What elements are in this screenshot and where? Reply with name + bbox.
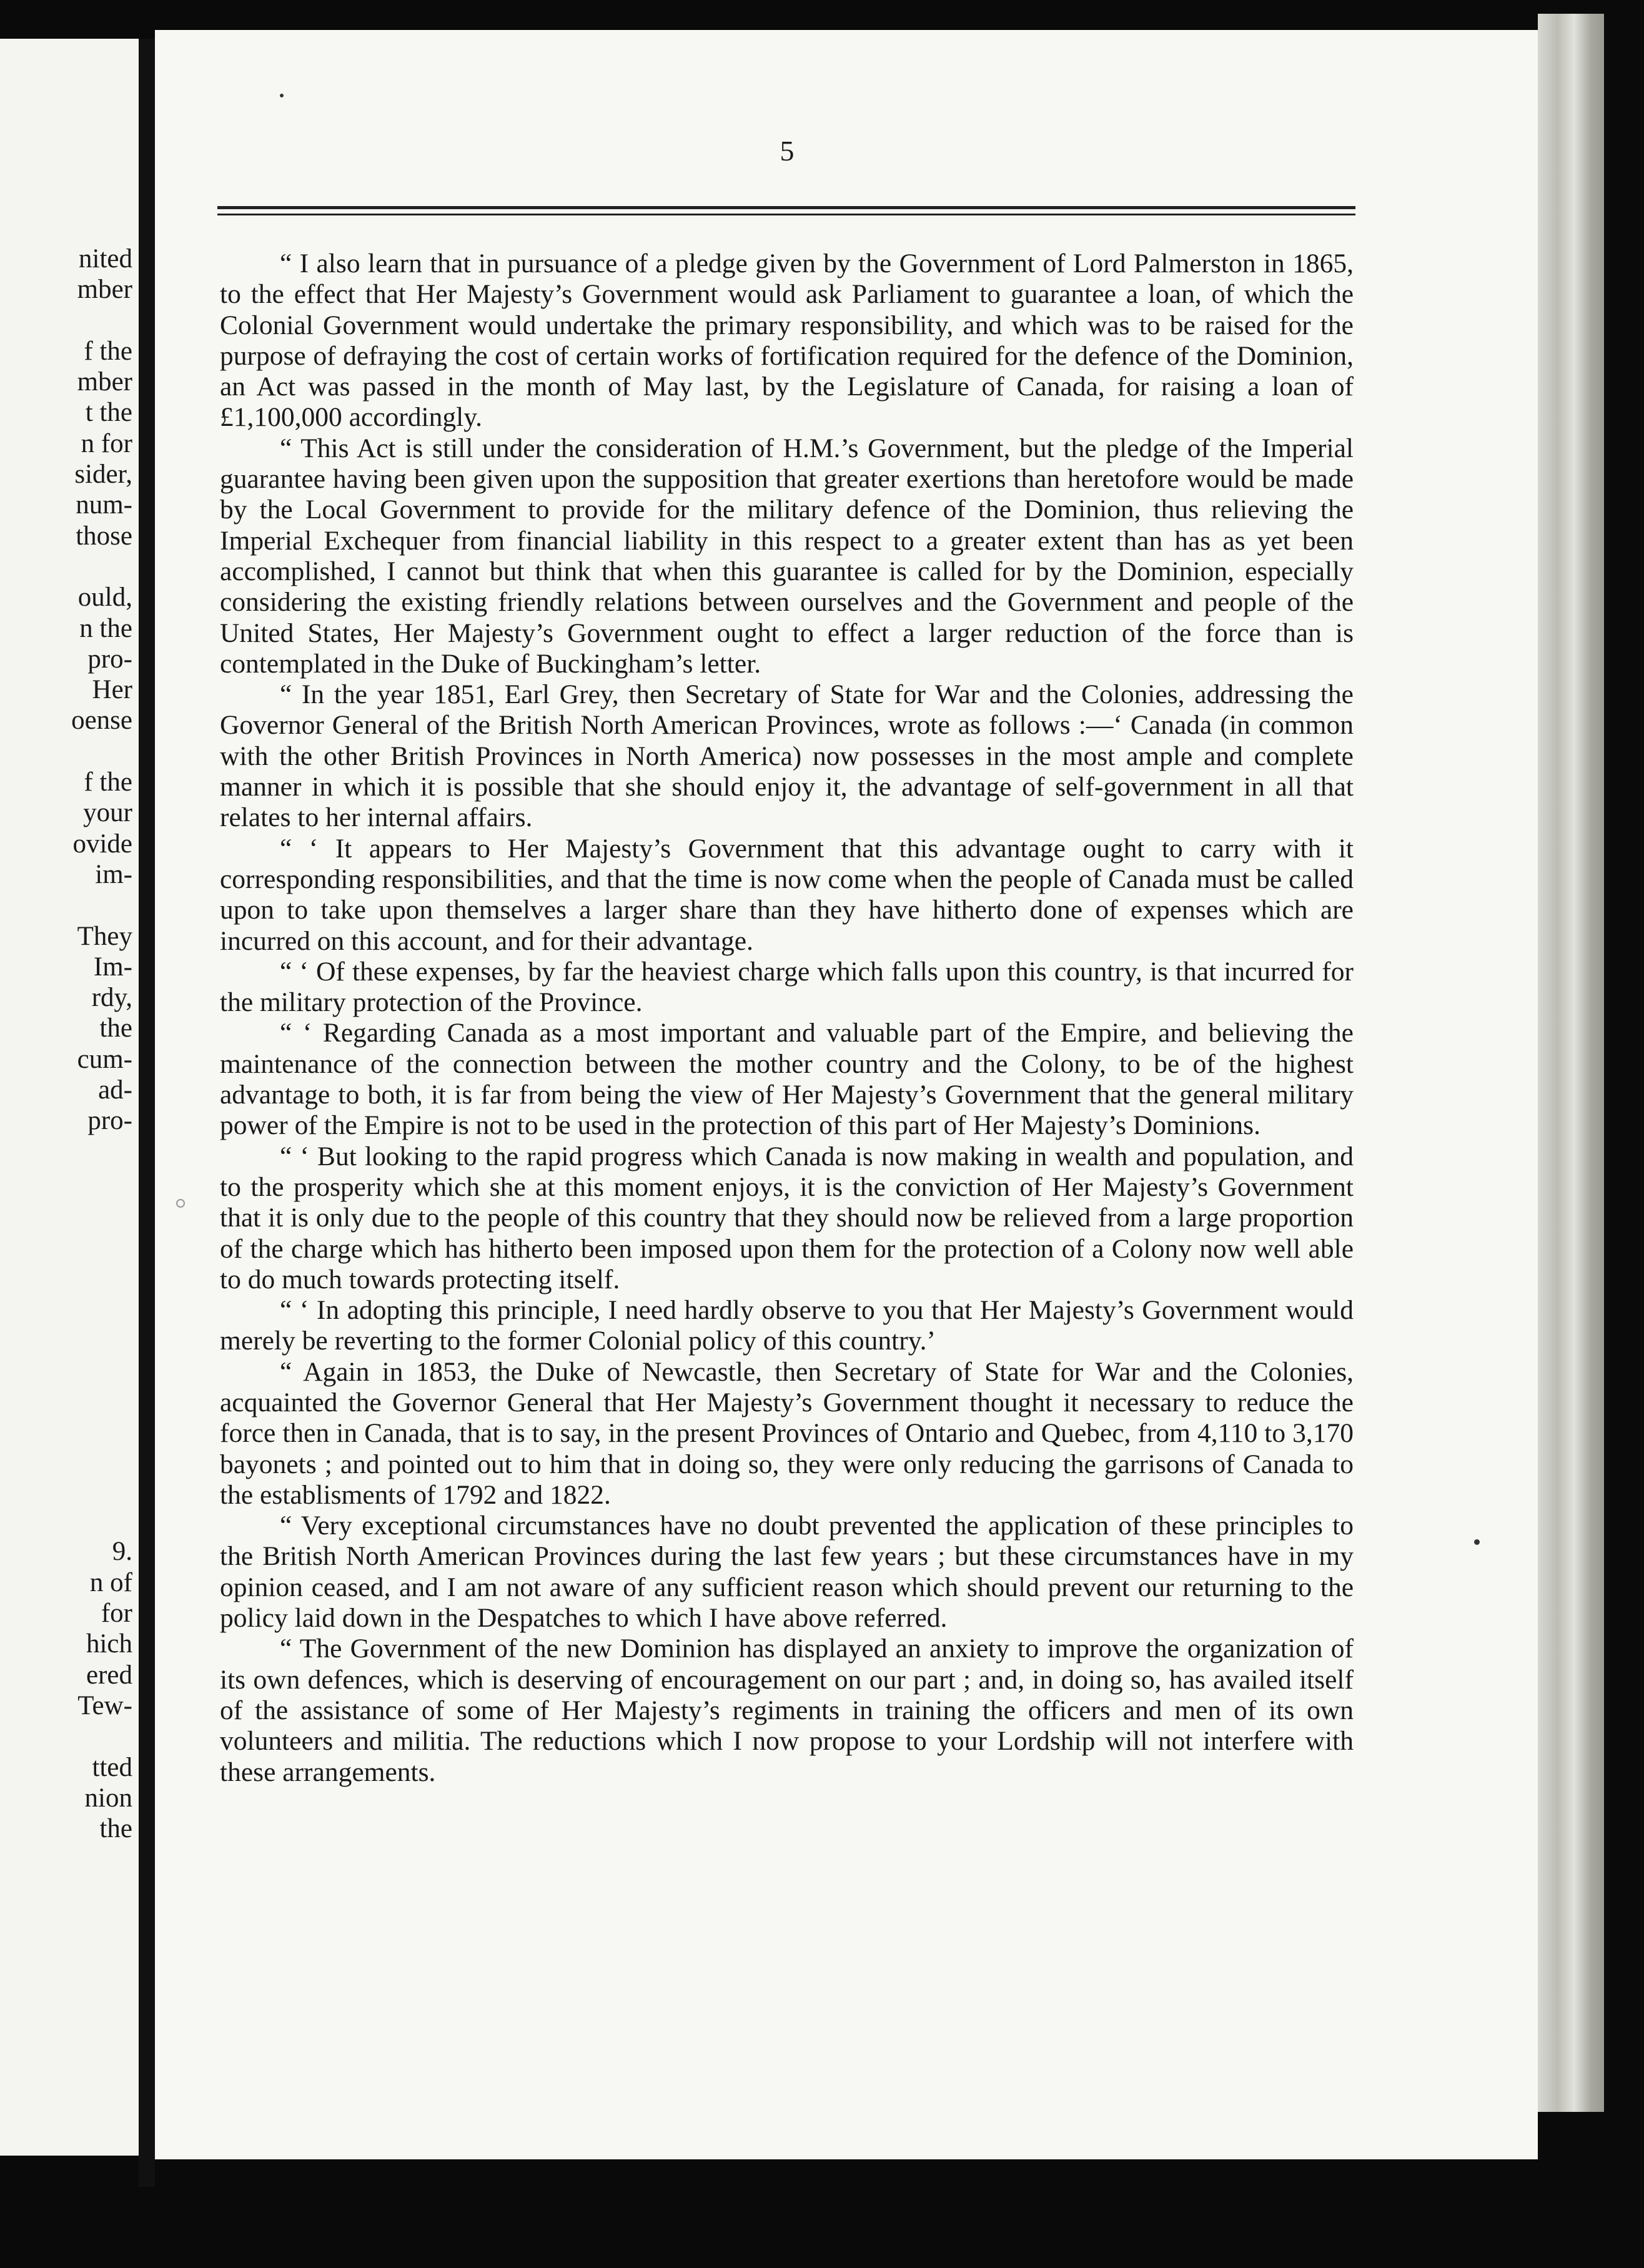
left-fragment-line: ered: [86, 1660, 132, 1690]
page-number: 5: [780, 135, 795, 167]
left-fragment-line: nited: [79, 244, 132, 274]
paper-speck: [1474, 1539, 1480, 1545]
left-fragment-line: mber: [77, 367, 132, 397]
left-fragment-line: oense: [71, 706, 132, 736]
left-fragment-line: 9.: [112, 1537, 132, 1567]
left-fragment-line: [0, 1475, 132, 1506]
letter-body: [220, 249, 1354, 1788]
left-fragment-line: [0, 1321, 132, 1351]
left-fragment-line: pro-: [87, 644, 132, 674]
left-fragment-line: They: [77, 921, 132, 951]
left-fragment-line: [0, 736, 132, 767]
left-fragment-line: cum-: [77, 1044, 132, 1074]
left-fragment-line: pro-: [87, 1106, 132, 1136]
left-fragment-line: ad-: [98, 1075, 132, 1105]
left-fragment-line: for: [101, 1599, 132, 1629]
page-stack-edge: [1538, 14, 1604, 2112]
header-rule-bottom: [217, 214, 1355, 215]
left-fragment-line: hich: [86, 1629, 132, 1659]
left-fragment-line: [0, 1352, 132, 1383]
left-fragment-line: Her: [92, 675, 132, 705]
left-fragment-line: [0, 1383, 132, 1413]
left-fragment-line: the: [99, 1814, 132, 1844]
paragraph: “ I also learn that in pursuance of a pledge given by the Government of Lord Palmerston in 1865, to the effect that Her Majesty’s Government would ask Parliament to guarantee a loan, of which the Colonial Government would undertake the primary responsibility, and which was to be raised for the purpose of defraying the cost of certain works of fortification required for the defence of the Dominion, an Act was passed in the month of May last, by the Legislature of Canada, for raising a loan of £1,100,000 accordingly.: [220, 249, 1354, 433]
paragraph: “ ‘ But looking to the rapid progress which Canada is now making in wealth and population, and to the prosperity which she at this moment enjoys, it is the conviction of Her Majesty’s Government that it is only due to the people of this country that they should now be relieved from a large proportion of the charge which has hitherto been imposed upon them for the protection of a Colony now well able to do much towards protecting itself.: [220, 1141, 1354, 1294]
left-fragment-line: nion: [84, 1783, 132, 1813]
paper-speck: [280, 94, 284, 97]
left-fragment-line: [0, 1444, 132, 1475]
left-fragment-line: [0, 890, 132, 920]
paragraph: “ This Act is still under the consideration of H.M.’s Government, but the pledge of the Imperial guarantee having been given upon the supposition that greater exertions than heretofore would be made by the Local Government to provide for the military defence of the Dominion, thus relieving the Imperial Exchequer from financial liability in this respect to a greater extent than has as yet been accomplished, I cannot but think that when this guarantee is called for by the Dominion, especially considering the existing friendly relations between ourselves and the Government and people of the United States, Her Majesty’s Government ought to effect a larger reduction of the force than is contemplated in the Duke of Buckingham’s letter.: [220, 433, 1354, 679]
left-fragment-line: tted: [92, 1752, 132, 1782]
left-fragment-line: [0, 1229, 132, 1260]
left-fragment-line: sider,: [74, 460, 132, 490]
left-fragment-line: [0, 1136, 132, 1167]
left-fragment-line: Tew-: [77, 1690, 132, 1720]
left-fragment-line: the: [99, 1013, 132, 1043]
left-fragment-line: [0, 551, 132, 582]
header-rule-top: [217, 206, 1355, 209]
left-fragment-line: [0, 1167, 132, 1198]
paragraph: “ ‘ It appears to Her Majesty’s Government that this advantage ought to carry with it corresponding responsibilities, and that the time is now come when the people of Canada must be called upon to take upon themselves a larger share than they have hitherto done of expenses which are incurred on this account, and for their advantage.: [220, 833, 1354, 956]
left-fragment-line: [0, 1721, 132, 1752]
left-fragment-line: mber: [77, 275, 132, 305]
left-fragment-line: [0, 1290, 132, 1321]
left-fragment-line: Im-: [93, 952, 132, 982]
left-fragment-line: [0, 1198, 132, 1228]
left-fragment-line: [0, 1413, 132, 1444]
left-fragment-line: ovide: [72, 829, 132, 859]
left-fragment-line: t the: [85, 398, 132, 428]
left-fragment-line: those: [76, 521, 132, 551]
paragraph: “ The Government of the new Dominion has displayed an anxiety to improve the organization of its own defences, which is deserving of encouragement on our part ; and, in doing so, has availed itself of the assistance of some of Her Majesty’s regiments in training the officers and men of its own volunteers and militia. The reductions which I now propose to your Lordship will not interfere with these arrangements.: [220, 1634, 1354, 1787]
left-fragment-line: n for: [81, 428, 132, 458]
paragraph: “ In the year 1851, Earl Grey, then Secretary of State for War and the Colonies, addressing the Governor General of the British North American Provinces, wrote as follows :—‘ Canada (in common with the other British Provinces in North America) now possesses in the most ample and complete manner in which it is possible that she should enjoy it, the advantage of self-government in all that relates to her internal affairs.: [220, 679, 1354, 833]
left-fragment-line: f the: [84, 336, 132, 366]
left-fragment-line: [0, 305, 132, 336]
left-fragment-line: n the: [79, 613, 132, 643]
left-fragment-line: [0, 1260, 132, 1290]
left-fragment-line: your: [83, 798, 132, 828]
paper-speck: [176, 1199, 185, 1208]
left-fragment-line: n of: [89, 1567, 132, 1597]
paragraph: “ ‘ Of these expenses, by far the heaviest charge which falls upon this country, is that incurred for the military protection of the Province.: [220, 956, 1354, 1018]
left-fragment-line: rdy,: [91, 983, 132, 1013]
left-fragment-line: im-: [95, 859, 132, 889]
paragraph: “ ‘ Regarding Canada as a most important and valuable part of the Empire, and believing the maintenance of the connection between the mother country and the Colony, to be of the highest advantage to both, it is far from being the view of Her Majesty’s Government that the general military power of the Empire is not to be used in the protection of this part of Her Majesty’s Dominions.: [220, 1018, 1354, 1141]
book-gutter: [139, 39, 155, 2187]
paragraph: “ Again in 1853, the Duke of Newcastle, then Secretary of State for War and the Colonies, acquainted the Governor General that Her Majesty’s Government thought it necessary to reduce the force then in Canada, that is to say, in the present Provinces of Ontario and Quebec, from 4,110 to 3,170 bayonets ; and pointed out to him that in doing so, they were only reducing the garrisons of Canada to the establisments of 1792 and 1822.: [220, 1356, 1354, 1510]
left-fragment-line: num-: [76, 490, 132, 520]
left-fragment-line: [0, 1506, 132, 1536]
paragraph: “ ‘ In adopting this principle, I need hardly observe to you that Her Majesty’s Government would merely be reverting to the former Colonial policy of this country.’: [220, 1295, 1354, 1356]
left-fragment-line: ould,: [77, 583, 132, 613]
paragraph: “ Very exceptional circumstances have no doubt prevented the application of these principles to the British North American Provinces during the last few years ; but these circumstances have in my opinion ceased, and I am not aware of any sufficient reason which should prevent our returning to the policy laid down in the Despatches to which I have above referred.: [220, 1511, 1354, 1634]
left-page-text-fragments: [0, 244, 132, 1844]
left-fragment-line: f the: [84, 767, 132, 797]
